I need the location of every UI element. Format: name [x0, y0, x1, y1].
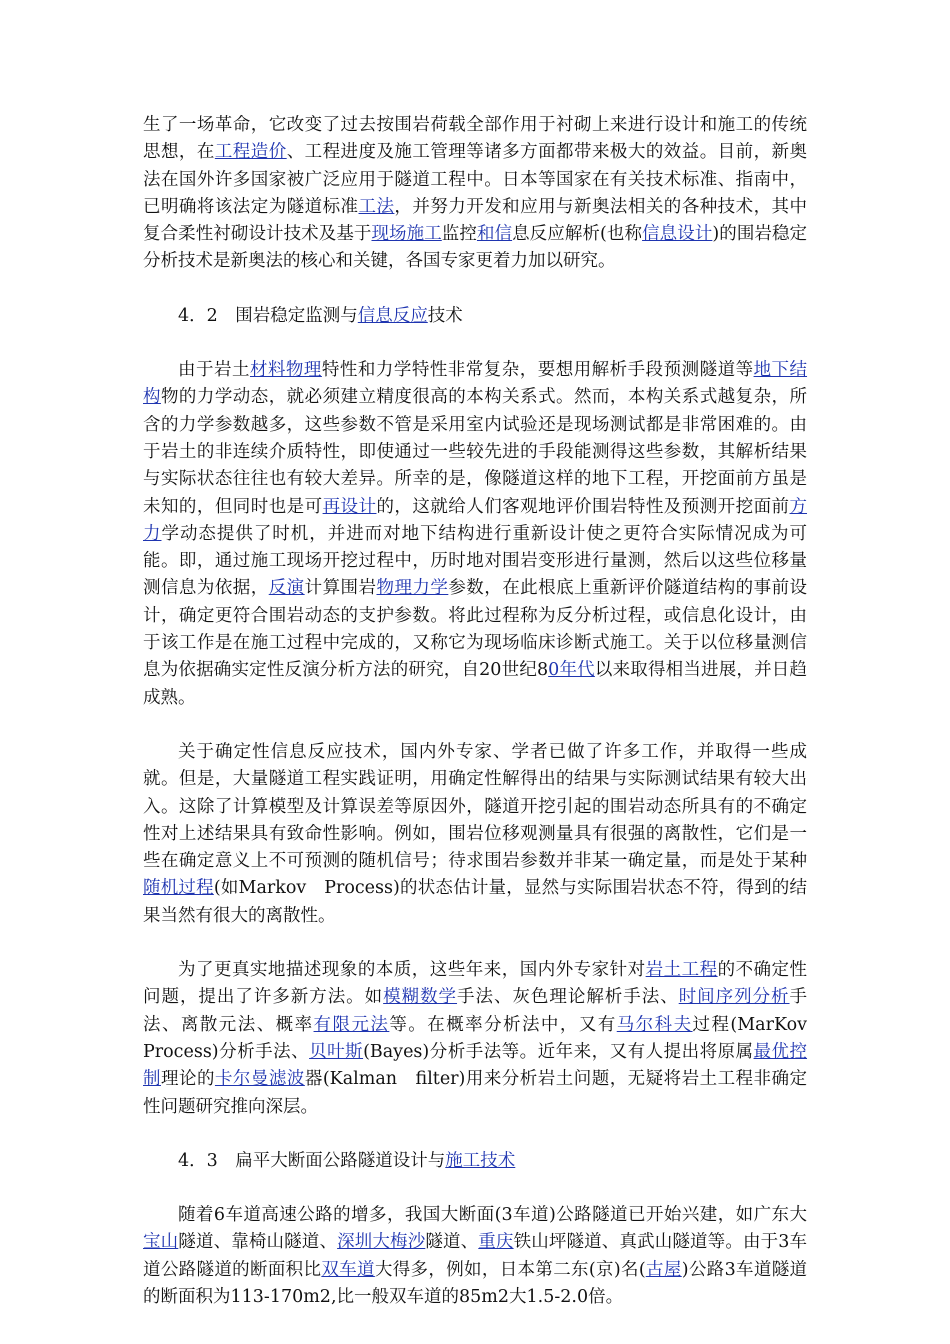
hyperlink[interactable]: 0年代	[548, 660, 595, 681]
text-run: 理论的	[160, 1069, 215, 1090]
hyperlink[interactable]: 卡尔曼滤波	[214, 1069, 305, 1090]
hyperlink[interactable]: 时间序列分析	[678, 987, 790, 1008]
text-run: 生了一场革命，它改变了过去按围岩荷载全部作用于衬砌上来进行设计和施工的传统思想，在	[143, 115, 807, 163]
text-run: 为了更真实地描述现象的本质，这些年来，国内外专家针对	[178, 960, 646, 981]
text-run: 手法、离散元法、概率	[143, 987, 808, 1035]
text-run: 参数，在此根底上重新评价隧道结构的事前设计，确定更符合围岩动态的支护参数。将此过程称为反分析过程，或信息化设计，由于该工作是在施工过程中完成的，又称它为现场临床诊断式施工。关于以位移量测信息为依据确实定性反演分析方法的研究，自20世纪8	[143, 578, 808, 681]
paragraph-4	[143, 957, 825, 1121]
hyperlink[interactable]: 信息反应	[357, 305, 428, 326]
text-run: 以来取得相当进展，并日趋成熟。	[143, 660, 807, 708]
text-run: (如Markov Process)的状态估计量，显然与实际围岩状态不符，得到的结果当然有很大的离散性。	[143, 878, 807, 926]
text-run: 器(Kalman filter)用来分析岩土问题，无疑将岩土工程非确定性问题研究推向深层。	[143, 1069, 808, 1117]
text-run: 技术	[427, 305, 463, 326]
hyperlink[interactable]: 古屋	[645, 1259, 682, 1280]
hyperlink[interactable]: 信息设计	[642, 224, 713, 245]
hyperlink[interactable]: 重庆	[478, 1232, 514, 1253]
hyperlink[interactable]: 方力	[143, 496, 808, 544]
hyperlink[interactable]: 材料物理	[249, 360, 322, 381]
hyperlink[interactable]: 工法	[358, 196, 395, 217]
hyperlink[interactable]: 宝山	[143, 1232, 179, 1253]
text-run: (Bayes)分析手法等。近年来，又有人提出将原属	[363, 1041, 754, 1062]
text-run: 手法、灰色理论解析手法、	[457, 987, 679, 1008]
text-run: 学动态提供了时机，并进而对地下结构进行重新设计使之更符合实际情况成为可能。即，通过施工现场开挖过程中，历时地对围岩变形进行量测，然后以这些位移量测信息为依据，	[143, 523, 808, 599]
hyperlink[interactable]: 和信	[476, 224, 513, 245]
hyperlink[interactable]: 有限元法	[313, 1014, 390, 1035]
hyperlink[interactable]: 地下结构	[143, 360, 808, 408]
text-run: 计算围岩	[304, 578, 377, 599]
text-run: 特性和力学特性非常复杂，要想用解析手段预测隧道等	[321, 360, 754, 381]
hyperlink[interactable]: 物理力学	[376, 578, 449, 599]
hyperlink[interactable]: 施工技术	[445, 1150, 516, 1171]
text-run: 物的力学动态，就必须建立精度很高的本构关系式。然而，本构关系式越复杂，所含的力学参数越多，这些参数不管是采用室内试验还是现场测试都是非常困难的。由于岩土的非连续介质特性，即使通过一些较先进的手段能测得这些参数，其解析结果与实际状态往往也有较大差异。所幸的是，像隧道这样的地下工程，开挖面前方虽是未知的，但同时也是可	[143, 387, 808, 517]
hyperlink[interactable]: 现场施工	[371, 224, 442, 245]
hyperlink[interactable]: 最优控制	[143, 1041, 808, 1090]
hyperlink[interactable]: 工程造价	[214, 142, 287, 163]
paragraph-3	[143, 739, 807, 930]
text-run: 的不确定性问题，提出了许多新方法。如	[143, 960, 808, 1008]
text-run: 随着6车道高速公路的增多，我国大断面(3车道)公路隧道已开始兴建，如广东大	[178, 1205, 807, 1226]
text-run: 、工程进度及施工管理等诸多方面都带来极大的效益。目前，新奥法在国外许多国家被广泛应用于隧道工程中。日本等国家在有关技术标准、指南中，已明确将该法定为隧道标准	[143, 142, 808, 217]
text-run: 隧道、靠椅山隧道、	[178, 1232, 338, 1253]
section-heading-4-2	[143, 303, 807, 330]
text-run: 等。在概率分析法中，又有	[389, 1014, 617, 1035]
text-run: ，并努力开发和应用与新奥法相关的各种技术，其中复合柔性衬砌设计技术及基于	[143, 196, 808, 245]
text-run: )公路3车道隧道的断面积为113-170m2,比一般双车道的85m2大1.5-2.0倍。	[143, 1259, 808, 1307]
hyperlink[interactable]: 马尔科夫	[616, 1014, 693, 1035]
text-run: 过程(MarKov Process)分析手法、	[143, 1014, 825, 1062]
paragraph-6	[143, 1202, 807, 1311]
text-run: 监控	[441, 224, 477, 245]
paragraph-2	[143, 357, 807, 712]
paragraph-0	[143, 112, 807, 276]
section-heading-4-3	[143, 1148, 807, 1175]
text-run: 4．2 围岩稳定监测与	[178, 305, 358, 326]
hyperlink[interactable]: 反演	[268, 578, 305, 599]
text-run: 息反应解析(也称	[512, 224, 643, 245]
hyperlink[interactable]: 模糊数学	[383, 987, 458, 1008]
text-run: 铁山坪隧道、真武山隧道等。由于3车道公路隧道的断面积比	[143, 1232, 808, 1280]
hyperlink[interactable]: 随机过程	[143, 878, 214, 899]
text-run: 由于岩土	[178, 360, 250, 381]
hyperlink[interactable]: 深圳大梅沙	[337, 1232, 426, 1253]
hyperlink[interactable]: 双车道	[321, 1259, 375, 1280]
hyperlink[interactable]: 再设计	[322, 496, 377, 517]
text-run: 大得多，例如，日本第二东(京)名(	[374, 1259, 646, 1280]
hyperlink[interactable]: 岩土工程	[645, 960, 718, 981]
text-run: 隧道、	[425, 1232, 479, 1253]
document-page	[143, 112, 825, 1311]
text-run: )的围岩稳定分析技术是新奥法的核心和关键，各国专家更着力加以研究。	[143, 224, 808, 272]
hyperlink[interactable]: 贝叶斯	[309, 1041, 364, 1062]
text-run: 关于确定性信息反应技术，国内外专家、学者已做了许多工作，并取得一些成就。但是，大量隧道工程实践证明，用确定性解得出的结果与实际测试结果有较大出入。这除了计算模型及计算误差等原因外，隧道开挖引起的围岩动态所具有的不确定性对上述结果具有致命性影响。例如，围岩位移观测量具有很强的离散性，它们是一些在确定意义上不可预测的随机信号；待求围岩参数并非某一确定量，而是处于某种	[143, 741, 807, 872]
text-run: 的，这就给人们客观地评价围岩特性及预测开挖面前	[376, 496, 790, 517]
text-run: 4．3 扁平大断面公路隧道设计与	[178, 1150, 446, 1171]
